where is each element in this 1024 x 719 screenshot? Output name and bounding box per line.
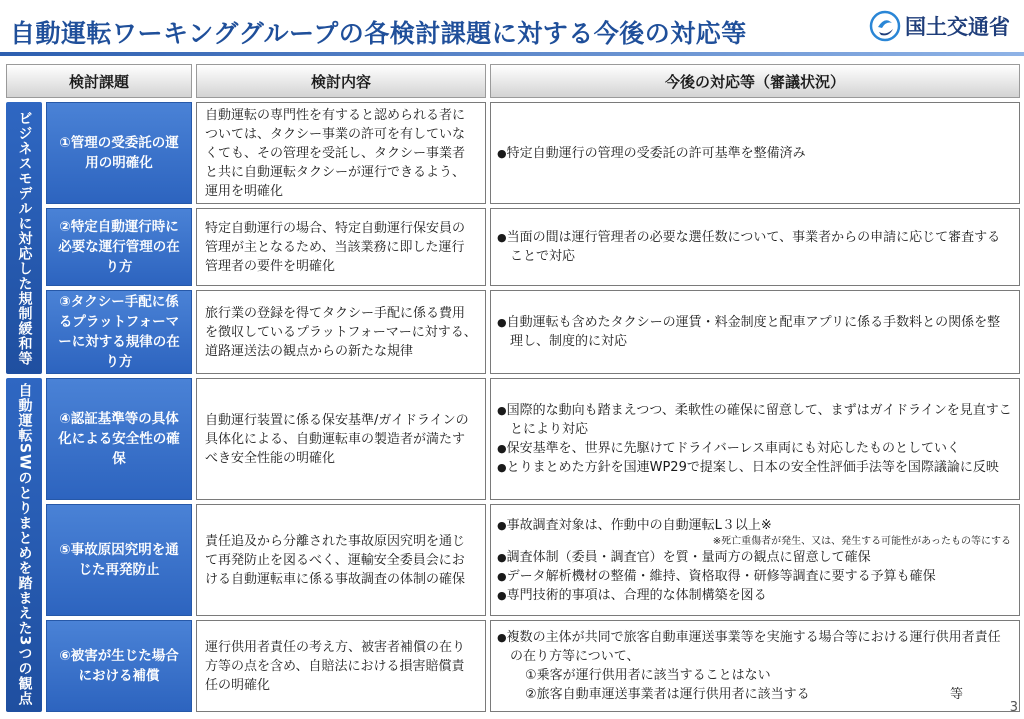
response-sub-row (497, 685, 1013, 704)
response-item: ●国際的な動向も踏まえつつ、柔軟性の確保に留意して、まずはガイドラインを見直すことにより対応 (497, 403, 1012, 437)
group-label-safety-viewpoints (6, 378, 42, 712)
bullet-icon: ● (497, 569, 507, 583)
response-cell (490, 290, 1020, 374)
content-cell (196, 504, 486, 616)
content-text: 運行供用者責任の考え方、被害者補償の在り方等の点を含め、自賠法における損害賠償責任の明確化 (205, 639, 466, 693)
response-item: ●調査体制（委員・調査官）を質・量両方の観点に留意して確保 (497, 549, 871, 565)
response-item: ●事故調査対象は、作動中の自動運転L３以上※ (497, 517, 772, 533)
response-item: ●データ解析機材の整備・維持、資格取得・研修等調査に要する予算も確保 (497, 568, 936, 584)
topic-cell (46, 290, 192, 374)
content-cell (196, 102, 486, 204)
mlit-logo-icon (869, 10, 901, 42)
response-cell (490, 620, 1020, 712)
group-label-business-model (6, 102, 42, 374)
content-text: 自動運行装置に係る保安基準/ガイドラインの具体化による、自動運転車の製造者が満たすべき安全性能の明確化 (205, 412, 469, 466)
content-text: 責任追及から分離された事故原因究明を通じて再発防止を図るべく、運輸安全委員会における自動運転車に係る事故調査の体制の確保 (205, 533, 466, 587)
group-label-text: 自動運転SWのとりまとめを踏まえた3つの観点 (16, 383, 33, 707)
bullet-icon: ● (497, 146, 507, 160)
column-header-content: 検討内容 (196, 64, 486, 98)
column-header-response: 今後の対応等（審議状況） (490, 64, 1020, 98)
response-item: ●とりまとめた方針を国連WP29で提案し、日本の安全性評価手法等を国際議論に反映 (497, 460, 999, 475)
topic-cell (46, 620, 192, 712)
page-title: 自動運転ワーキンググループの各検討課題に対する今後の対応等 (10, 19, 747, 48)
content-cell (196, 378, 486, 500)
topic-cell (46, 504, 192, 616)
topic-cell (46, 102, 192, 204)
content-text: 特定自動運行の場合、特定自動運行保安員の管理が主となるため、当該業務に即した運行管理者の要件を明確化 (205, 220, 466, 274)
topic-label: ④認証基準等の具体化による安全性の確保 (58, 411, 180, 467)
topic-label: ③タクシー手配に係るプラットフォーマーに対する規律の在り方 (58, 294, 180, 370)
title-bar (0, 0, 1024, 58)
bullet-icon: ● (497, 550, 507, 564)
response-item: ●特定自動運行の管理の受委託の許可基準を整備済み (497, 145, 806, 161)
response-item: ●複数の主体が共同で旅客自動車運送事業等を実施する場合等における運行供用者責任の在り方等について、 (497, 630, 1001, 664)
logo-text: 国土交通省 (905, 15, 1010, 39)
response-sub-item: ②旅客自動車運送事業者は運行供用者に該当する (525, 687, 810, 702)
response-item: ●自動運転も含めたタクシーの運賃・料金制度と配車アプリに係る手数料との関係を整理し、制度的に対応 (497, 315, 1001, 349)
topic-cell (46, 378, 192, 500)
bullet-icon: ● (497, 518, 507, 532)
response-cell (490, 378, 1020, 500)
bullet-icon: ● (497, 316, 507, 329)
topic-label: ⑤事故原因究明を通じた再発防止 (59, 542, 179, 578)
mlit-logo (869, 6, 1010, 46)
bullet-icon: ● (497, 461, 507, 474)
content-cell (196, 620, 486, 712)
content-cell (196, 290, 486, 374)
content-cell (196, 208, 486, 286)
response-item: ●専門技術的事項は、合理的な体制構築を図る (497, 587, 767, 603)
topic-label: ⑥被害が生じた場合における補償 (59, 648, 179, 684)
response-sub-item: ①乗客が運行供用者に該当することはない (525, 668, 771, 683)
response-cell (490, 504, 1020, 616)
topic-cell (46, 208, 192, 286)
response-cell (490, 102, 1020, 204)
column-header-topic: 検討課題 (6, 64, 192, 98)
footnote: ※死亡重傷者が発生、又は、発生する可能性があったもの等にする (712, 535, 1011, 547)
title-underline (0, 52, 1024, 56)
response-cell (490, 208, 1020, 286)
topic-label: ②特定自動運行時に必要な運行管理の在り方 (58, 219, 180, 275)
topic-label: ①管理の受委託の運用の明確化 (59, 135, 179, 171)
bullet-icon: ● (497, 442, 507, 455)
response-item: ●保安基準を、世界に先駆けてドライバーレス車両にも対応したものとしていく (497, 441, 961, 456)
bullet-icon: ● (497, 404, 507, 417)
content-text: 自動運転の専門性を有すると認められる者については、タクシー事業の許可を有していなくても、その管理を受託し、タクシー事業者と共に自動運転タクシーが運行できるよう、運用を明確化 (205, 107, 466, 199)
content-text: 旅行業の登録を得てタクシー手配に係る費用を徴収しているプラットフォーマーに対する、道路運送法の観点からの新たな規律 (205, 305, 477, 359)
page-number: 3 (1009, 700, 1018, 715)
bullet-icon: ● (497, 631, 507, 644)
group-label-text: ビジネスモデルに対応した規制緩和等 (16, 110, 33, 366)
response-item: ●当面の間は運行管理者の必要な選任数について、事業者からの申請に応じて審査することで対応 (497, 230, 1001, 264)
bullet-icon: ● (497, 588, 507, 602)
response-suffix: 等 (949, 687, 963, 702)
bullet-icon: ● (497, 231, 507, 244)
